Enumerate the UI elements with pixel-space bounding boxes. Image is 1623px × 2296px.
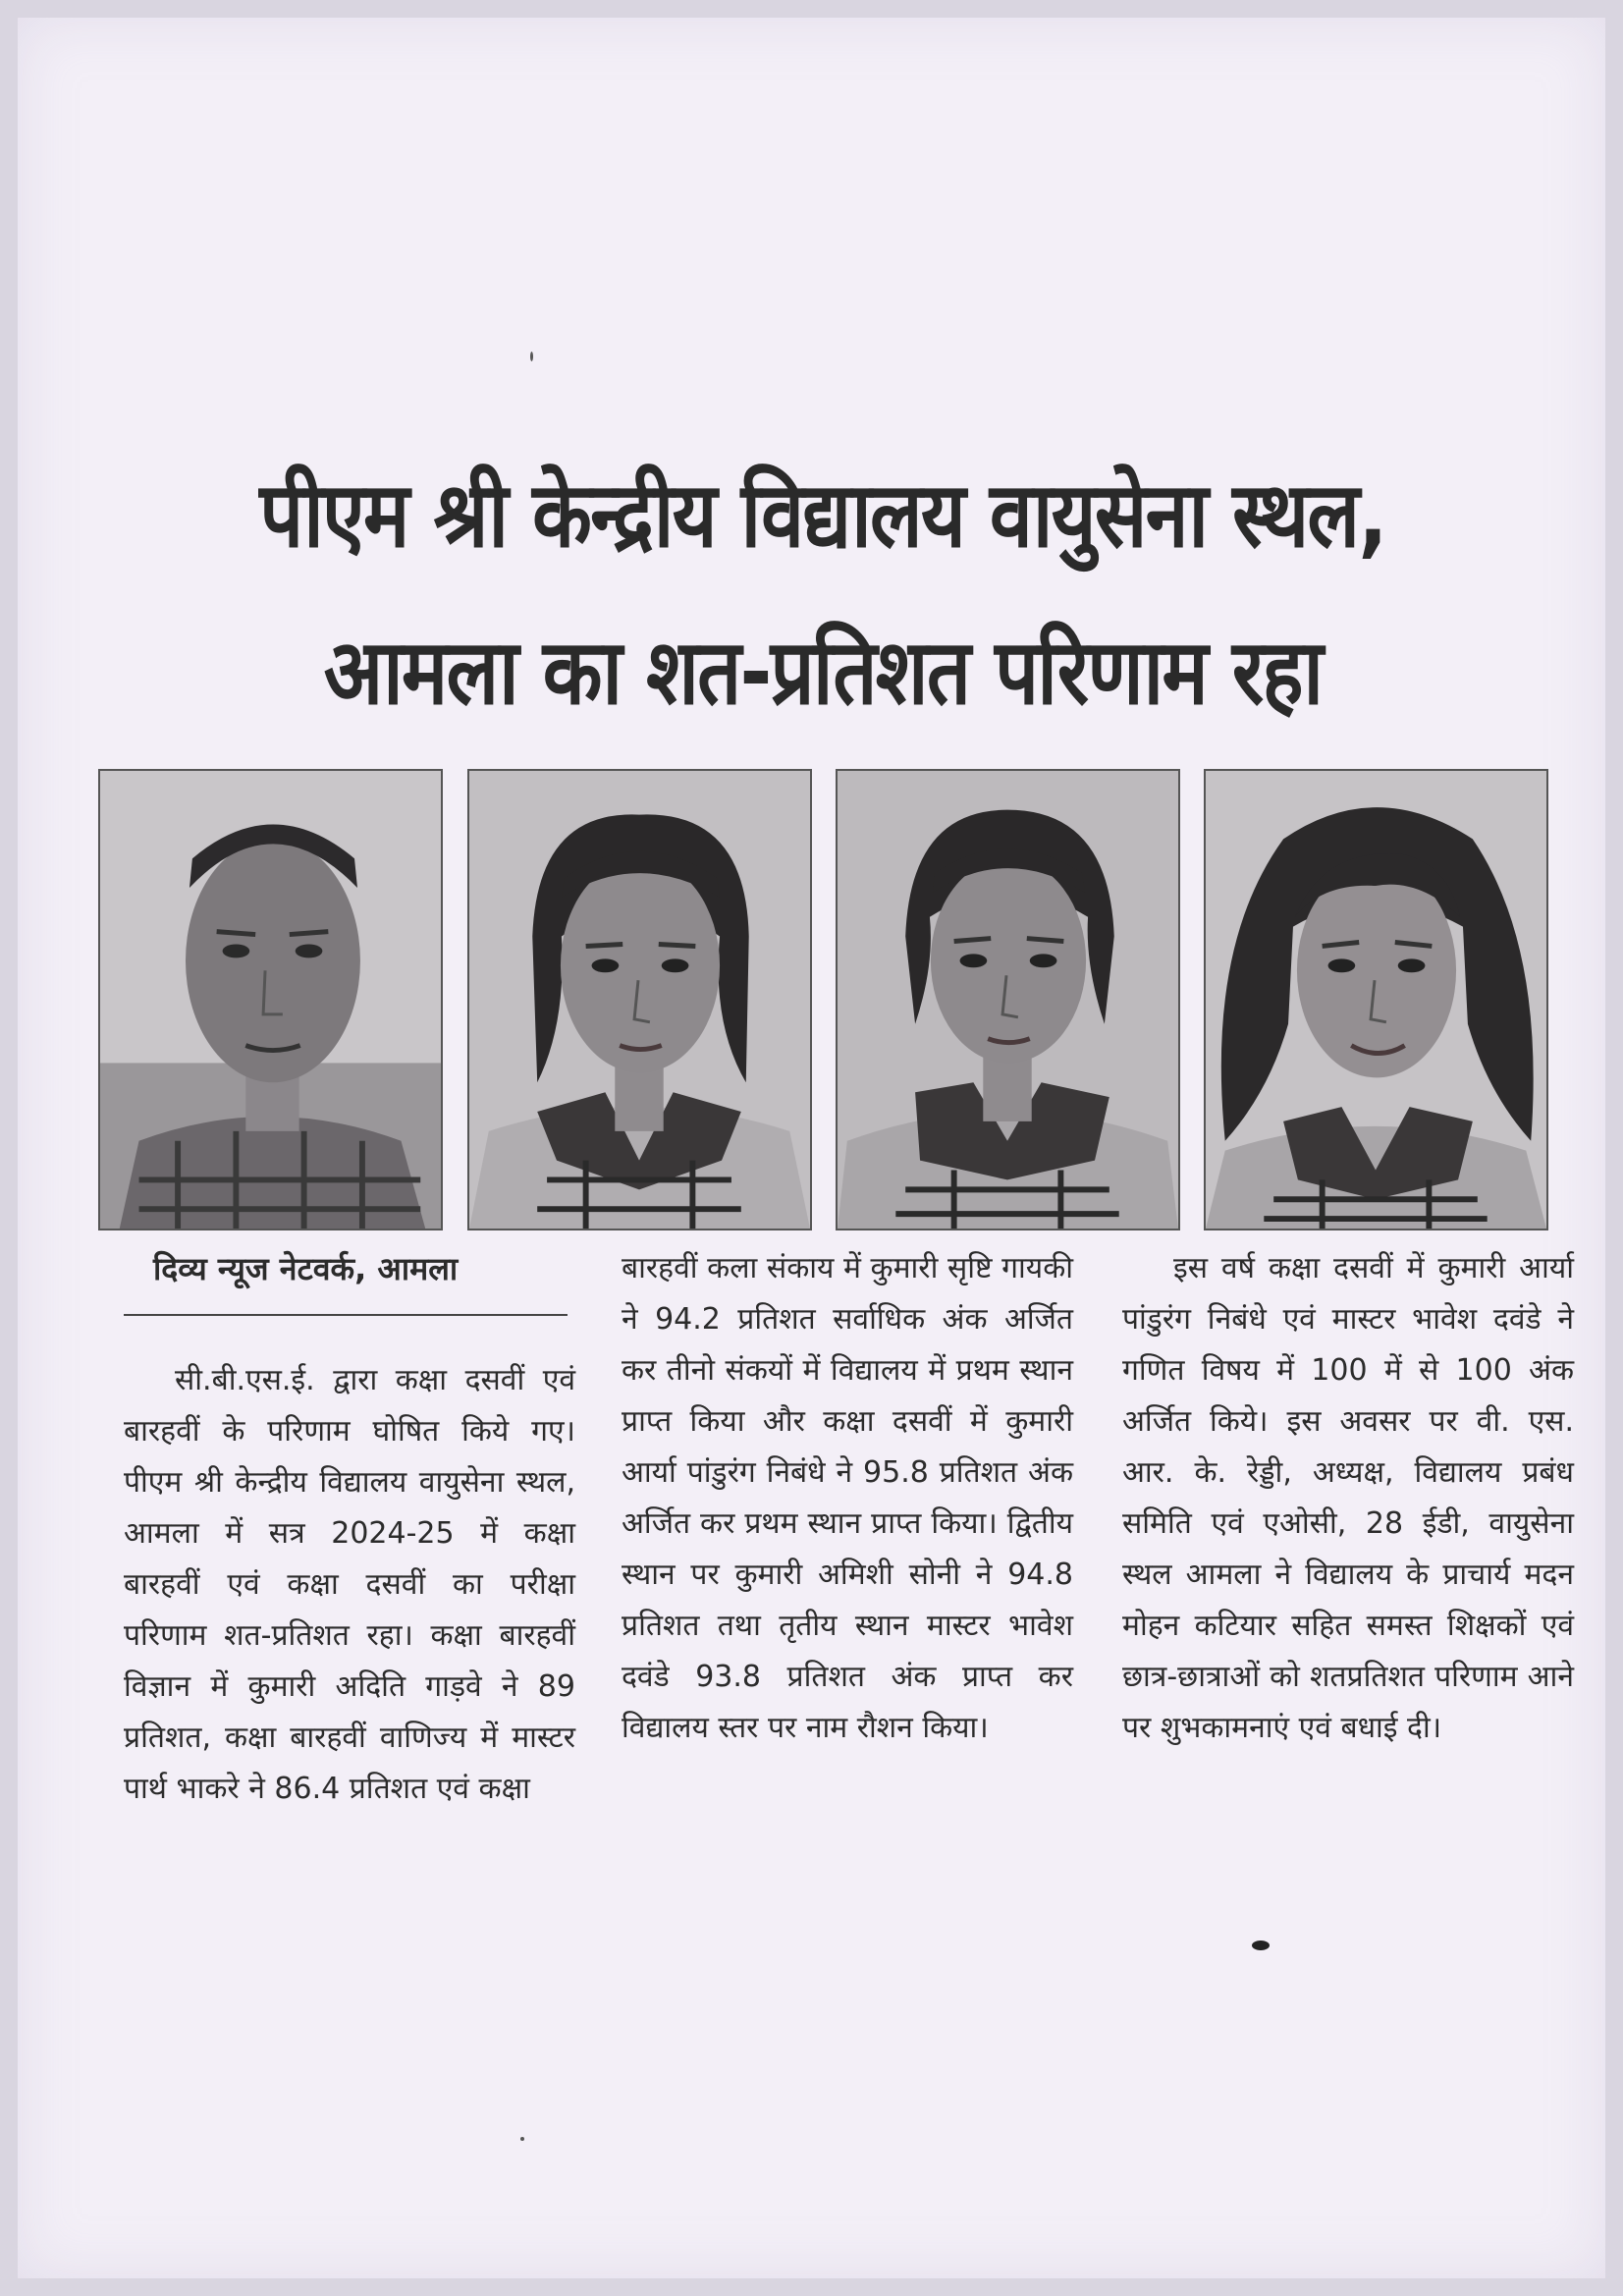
paper-speck <box>530 352 533 361</box>
headline-line-1: पीएम श्री केन्द्रीय विद्यालय वायुसेना स्थल, <box>259 463 1386 568</box>
student-photo-2 <box>467 769 812 1230</box>
ink-blot <box>1252 1941 1270 1950</box>
byline: दिव्य न्यूज नेटवर्क, आमला <box>153 1250 459 1287</box>
student-photo-3 <box>836 769 1180 1230</box>
student-photo-4 <box>1204 769 1548 1230</box>
headline-line-2: आमला का शत-प्रतिशत परिणाम रहा <box>323 620 1323 725</box>
article-column-3: इस वर्ष कक्षा दसवीं में कुमारी आर्या पांडुरंग निबंधे एवं मास्टर भावेश दवंडे ने गणित विषय में 100 में से 100 अंक अर्जित किये। इस अवसर पर वी. एस. आर. के. रेड्डी, अध्यक्ष, विद्यालय प्रबंध समिति एवं एओसी, 28 ईडी, वायुसेना स्थल आमला ने विद्यालय के प्राचार्य मदन मोहन कटियार सहित समस्त शिक्षकों एवं छात्र-छात्राओं को शतप्रतिशत परिणाम आने पर शुभकामनाएं एवं बधाई दी। <box>1122 1251 1574 1745</box>
student-photo-1 <box>98 769 443 1230</box>
article-column-2: बारहवीं कला संकाय में कुमारी सृष्टि गायकी ने 94.2 प्रतिशत सर्वाधिक अंक अर्जित कर तीनो संकयों में विद्यालय में प्रथम स्थान प्राप्त किया और कक्षा दसवीं में कुमारी आर्या पांडुरंग निबंधे ने 95.8 प्रतिशत अंक अर्जित कर प्रथम स्थान प्राप्त किया। द्वितीय स्थान पर कुमारी अमिशी सोनी ने 94.8 प्रतिशत तथा तृतीय स्थान मास्टर भावेश दवंडे 93.8 प्रतिशत अंक प्राप्त कर विद्यालय स्तर पर नाम रौशन किया। <box>622 1251 1073 1745</box>
paper-speck <box>520 2137 524 2141</box>
byline-rule <box>124 1314 568 1316</box>
article-column-1: सी.बी.एस.ई. द्वारा कक्षा दसवीं एवं बारहवीं के परिणाम घोषित किये गए। पीएम श्री केन्द्रीय विद्यालय वायुसेना स्थल, आमला में सत्र 2024-25 में कक्षा बारहवीं एवं कक्षा दसवीं का परीक्षा परिणाम शत-प्रतिशत रहा। कक्षा बारहवीं विज्ञान में कुमारी अदिति गाड़वे ने 89 प्रतिशत, कक्षा बारहवीं वाणिज्य में मास्टर पार्थ भाकरे ने 86.4 प्रतिशत एवं कक्षा <box>124 1363 575 1806</box>
newspaper-clipping <box>18 18 1605 2278</box>
